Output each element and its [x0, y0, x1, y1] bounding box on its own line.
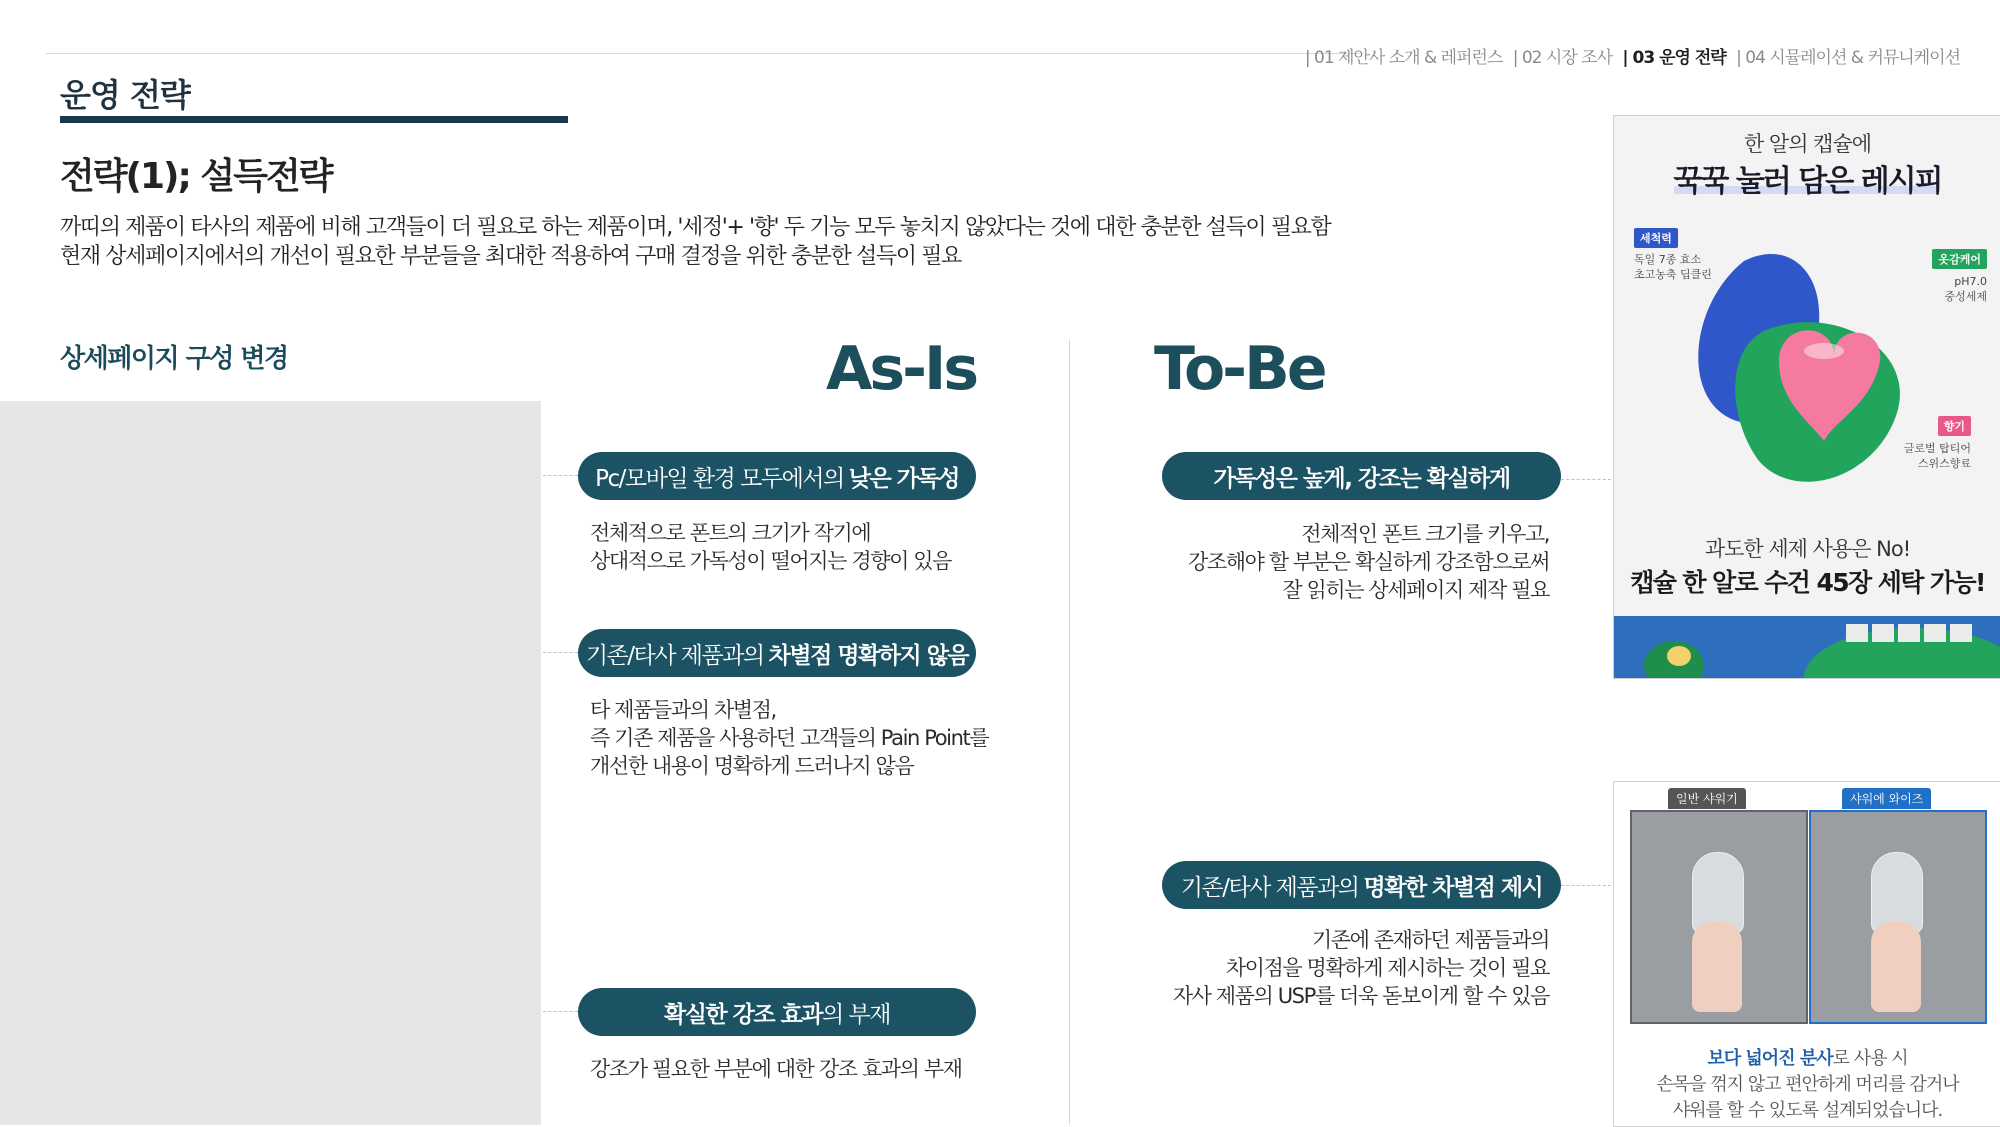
caption-rest: 로 사용 시	[1832, 1048, 1908, 1069]
product-detail-sample-shower	[1613, 781, 2000, 1127]
text-line: 강조해야 할 부분은 확실하게 강조함으로써	[1187, 550, 1549, 574]
note-line: 글로벌 탑티어	[1903, 442, 1971, 455]
shower-caption-1	[1614, 1044, 2000, 1070]
capsule-subheadline: 한 알의 캡슐에	[1743, 132, 1872, 156]
pill-bold-text: 확실한 강조 효과	[663, 1001, 823, 1028]
note-line: 초고농축 딥클린	[1634, 268, 1712, 281]
pill-bold-text: 가독성은 높게, 강조는 확실하게	[1213, 465, 1510, 492]
top-navigation	[1299, 43, 1960, 68]
connector-line	[1561, 885, 1611, 886]
tag-wise-shower: 샤워에 와이즈	[1842, 788, 1931, 809]
header-divider	[46, 53, 1362, 54]
as-is-text-readability	[590, 519, 951, 575]
placeholder-panel	[0, 401, 541, 1125]
shower-caption-3: 샤워를 할 수 있도록 설계되었습니다.	[1672, 1100, 1943, 1121]
tag-regular-shower: 일반 샤워기	[1668, 788, 1746, 809]
note-line: pH7.0	[1954, 275, 1987, 288]
text-line: 타 제품들과의 차별점,	[590, 698, 776, 722]
text-line: 전체적인 폰트 크기를 키우고,	[1301, 522, 1549, 546]
photo-regular-shower	[1630, 810, 1808, 1024]
connector-line	[543, 652, 578, 653]
connector-line	[1561, 479, 1611, 480]
pill-bold-text: 낮은 가독성	[848, 465, 959, 492]
to-be-text-differentiation	[1150, 926, 1549, 1010]
text-line: 개선한 내용이 명확하게 드러나지 않음	[590, 754, 914, 778]
as-is-heading: As-Is	[826, 334, 977, 404]
text-line: 강조가 필요한 부분에 대한 강조 효과의 부재	[590, 1057, 962, 1081]
photo-wise-shower	[1809, 810, 1987, 1024]
as-is-pill-emphasis	[578, 988, 976, 1036]
nav-item-simulation[interactable]: | 04 시뮬레이션 & 커뮤니케이션	[1736, 48, 1960, 68]
text-line: 상대적으로 가독성이 떨어지는 경향이 있음	[590, 549, 952, 573]
tag-fabric-care: 옷감케어	[1932, 249, 1987, 269]
pill-text: 기존/타사 제품과의	[585, 642, 764, 669]
sub-heading: 상세페이지 구성 변경	[60, 344, 288, 374]
as-is-text-differentiation	[590, 696, 988, 780]
column-divider	[1069, 340, 1070, 1125]
as-is-pill-readability	[578, 452, 976, 500]
text-line: 차이점을 명확하게 제시하는 것이 필요	[1225, 956, 1549, 980]
text-line: 자사 제품의 USP를 더욱 돋보이게 할 수 있음	[1172, 984, 1549, 1008]
as-is-pill-differentiation	[578, 629, 976, 677]
pill-bold-text: 명확한 차별점 제시	[1363, 874, 1543, 901]
section-title-underline	[60, 116, 568, 123]
shower-caption-2: 손목을 꺾지 않고 편안하게 머리를 감거나	[1656, 1074, 1959, 1095]
note-line: 스위스향료	[1917, 457, 1971, 470]
text-line: 잘 읽히는 상세페이지 제작 필요	[1282, 578, 1549, 602]
hand-image	[1692, 922, 1742, 1012]
capsule-tagline-1: 과도한 세제 사용은 No!	[1704, 537, 1911, 561]
as-is-text-emphasis	[590, 1055, 962, 1083]
connector-line	[543, 1011, 578, 1012]
capsule-tagline-2: 캡슐 한 알로 수건 45장 세탁 가능!	[1630, 568, 1985, 597]
tag-cleaning: 세척력	[1634, 228, 1678, 248]
capsule-headline: 꾹꾹 눌러 담은 레시피	[1673, 164, 1942, 199]
product-detail-sample-capsule	[1613, 115, 2000, 679]
to-be-pill-differentiation	[1162, 861, 1561, 909]
capsule-bottom-banner	[1614, 616, 2000, 678]
bottom-banner-art	[1614, 616, 2000, 678]
connector-line	[543, 475, 578, 476]
nav-item-operation-strategy[interactable]: | 03 운영 전략	[1622, 48, 1726, 68]
caption-bold: 보다 넓어진 분사	[1707, 1048, 1833, 1069]
nav-item-company[interactable]: | 01 제안사 소개 & 레퍼런스	[1304, 48, 1503, 68]
note-line: 독일 7종 효소	[1634, 253, 1702, 266]
nav-item-market-research[interactable]: | 02 시장 조사	[1512, 48, 1612, 68]
text-line: 즉 기존 제품을 사용하던 고객들의 Pain Point를	[590, 726, 989, 750]
pill-text: Pc/모바일 환경 모두에서의	[595, 465, 844, 492]
description-line-1: 까띠의 제품이 타사의 제품에 비해 고객들이 더 필요로 하는 제품이며, '세정'+ '향' 두 기능 모두 놓치지 않았다는 것에 대한 충분한 설득이 필요함	[60, 215, 1331, 240]
note-line: 중성세제	[1944, 290, 1987, 303]
note-fabric-care	[1944, 274, 1987, 304]
capsule-illustration	[1684, 241, 1924, 501]
pill-text: 의 부재	[822, 1001, 890, 1028]
text-line: 전체적으로 폰트의 크기가 작기에	[590, 521, 871, 545]
strategy-title: 전략(1); 설득전략	[60, 156, 332, 197]
pill-bold-text: 차별점 명확하지 않음	[768, 642, 969, 669]
to-be-text-readability	[1150, 520, 1549, 604]
to-be-heading: To-Be	[1154, 334, 1325, 404]
section-title: 운영 전략	[60, 76, 190, 114]
to-be-pill-readability	[1162, 452, 1561, 500]
tag-scent: 향기	[1938, 416, 1971, 436]
description-line-2: 현재 상세페이지에서의 개선이 필요한 부분들을 최대한 적용하여 구매 결정을 위한 충분한 설득이 필요	[60, 244, 961, 269]
hand-image	[1871, 922, 1921, 1012]
text-line: 기존에 존재하던 제품들과의	[1311, 928, 1549, 952]
pill-text: 기존/타사 제품과의	[1180, 874, 1359, 901]
